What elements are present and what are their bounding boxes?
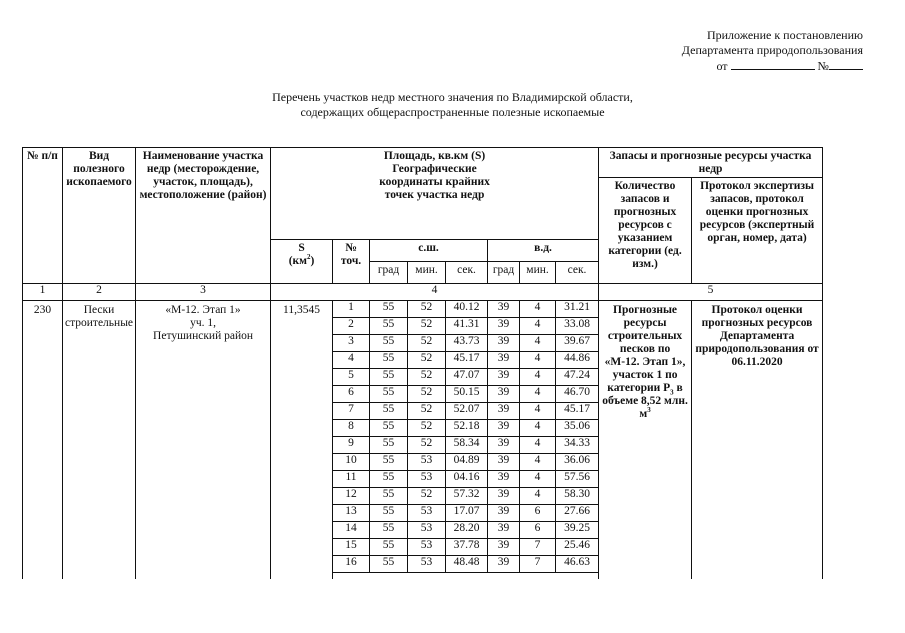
document-title: [0, 90, 905, 120]
header-s-unit-sup: 2: [307, 253, 311, 262]
row-site-name-line-2: уч. 1,: [190, 317, 216, 329]
row-site-name-line-3: Петушинский район: [153, 330, 254, 342]
header-longitude: в.д.: [488, 240, 599, 262]
header-lat-sec: сек.: [446, 262, 488, 284]
point-4-lat-min: 52: [408, 352, 446, 369]
point-11-lat-min: 53: [408, 471, 446, 488]
point-5-number: 5: [333, 369, 370, 386]
point-5-lat-deg: 55: [370, 369, 408, 386]
point-4-lon-min: 4: [520, 352, 556, 369]
point-13-lon-min: 6: [520, 505, 556, 522]
point-2-lon-min: 4: [520, 318, 556, 335]
point-4-lat-deg: 55: [370, 352, 408, 369]
point-7-number: 7: [333, 403, 370, 420]
point-10-number: 10: [333, 454, 370, 471]
point-7-lat-sec: 52.07: [446, 403, 488, 420]
document-title-line-2: содержащих общераспространенные полезные ископаемые: [300, 105, 605, 119]
point-6-number: 6: [333, 386, 370, 403]
deposits-table: [22, 147, 823, 579]
point-11-lon-min: 4: [520, 471, 556, 488]
row-site-name-line-1: «М-12. Этап 1»: [165, 304, 241, 316]
appendix-line-2: Департамента природопользования: [681, 43, 863, 57]
point-12-lat-min: 52: [408, 488, 446, 505]
point-7-lat-deg: 55: [370, 403, 408, 420]
point-6-lat-min: 52: [408, 386, 446, 403]
point-3-lat-min: 52: [408, 335, 446, 352]
point-16-lon-sec: 46.63: [556, 556, 599, 573]
point-7-lon-min: 4: [520, 403, 556, 420]
point-2-lat-sec: 41.31: [446, 318, 488, 335]
column-number-1: 1: [23, 284, 63, 301]
point-10-lat-sec: 04.89: [446, 454, 488, 471]
point-13-lon-deg: 39: [488, 505, 520, 522]
point-12-number: 12: [333, 488, 370, 505]
date-blank-line: [731, 58, 815, 70]
point-16-lat-min: 53: [408, 556, 446, 573]
point-4-number: 4: [333, 352, 370, 369]
point-9-lat-deg: 55: [370, 437, 408, 454]
point-12-lon-deg: 39: [488, 488, 520, 505]
appendix-line-1: Приложение к постановлению: [706, 28, 863, 42]
point-1-lon-deg: 39: [488, 301, 520, 318]
point-3-lat-sec: 43.73: [446, 335, 488, 352]
point-3-lon-sec: 39.67: [556, 335, 599, 352]
point-5-lon-sec: 47.24: [556, 369, 599, 386]
point-11-lat-deg: 55: [370, 471, 408, 488]
row-protocol: Протокол оценки прогнозных ресурсов Департамента природопользования от 06.11.2020: [692, 301, 823, 579]
row-quantity-text-2: в объеме 8,52 млн. м: [602, 382, 688, 420]
point-9-lon-min: 4: [520, 437, 556, 454]
point-3-lat-deg: 55: [370, 335, 408, 352]
point-10-lon-deg: 39: [488, 454, 520, 471]
column-number-4: 4: [271, 284, 599, 301]
point-8-lat-deg: 55: [370, 420, 408, 437]
point-14-lat-min: 53: [408, 522, 446, 539]
row-quantity-text: Прогнозные ресурсы строительных песков по «М-12. Этап 1», участок 1 по категории Р: [604, 304, 686, 394]
point-13-lat-sec: 17.07: [446, 505, 488, 522]
header-lat-min: мин.: [408, 262, 446, 284]
point-16-lon-deg: 39: [488, 556, 520, 573]
column-number-3: 3: [136, 284, 271, 301]
point-4-lon-sec: 44.86: [556, 352, 599, 369]
point-6-lon-deg: 39: [488, 386, 520, 403]
appendix-from-label: от: [716, 59, 728, 73]
point-13-lat-min: 53: [408, 505, 446, 522]
point-9-number: 9: [333, 437, 370, 454]
row-quantity-category-sub: 3: [670, 388, 674, 397]
point-1-number: 1: [333, 301, 370, 318]
point-10-lat-deg: 55: [370, 454, 408, 471]
point-7-lat-min: 52: [408, 403, 446, 420]
point-15-lon-deg: 39: [488, 539, 520, 556]
point-1-lat-deg: 55: [370, 301, 408, 318]
point-14-lat-sec: 28.20: [446, 522, 488, 539]
header-s: [271, 240, 333, 284]
column-number-2: 2: [63, 284, 136, 301]
row-site-name: [136, 301, 271, 579]
point-11-number: 11: [333, 471, 370, 488]
row-number: 230: [23, 301, 63, 579]
point-9-lon-deg: 39: [488, 437, 520, 454]
point-15-lat-sec: 37.78: [446, 539, 488, 556]
point-11-lon-sec: 57.56: [556, 471, 599, 488]
point-13-lon-sec: 27.66: [556, 505, 599, 522]
point-2-lat-min: 52: [408, 318, 446, 335]
point-8-lat-sec: 52.18: [446, 420, 488, 437]
row-quantity: [599, 301, 692, 579]
point-6-lat-sec: 50.15: [446, 386, 488, 403]
point-3-lon-deg: 39: [488, 335, 520, 352]
point-10-lon-sec: 36.06: [556, 454, 599, 471]
point-8-number: 8: [333, 420, 370, 437]
point-3-number: 3: [333, 335, 370, 352]
point-15-lon-sec: 25.46: [556, 539, 599, 556]
point-1-lat-sec: 40.12: [446, 301, 488, 318]
header-area-coordinates: Площадь, кв.км (S) Географические координаты крайних точек участка недр: [271, 148, 599, 240]
point-9-lat-min: 52: [408, 437, 446, 454]
point-14-lat-deg: 55: [370, 522, 408, 539]
point-14-number: 14: [333, 522, 370, 539]
point-15-number: 15: [333, 539, 370, 556]
header-reserves: Запасы и прогнозные ресурсы участка недр: [599, 148, 823, 178]
point-14-lon-min: 6: [520, 522, 556, 539]
point-5-lon-deg: 39: [488, 369, 520, 386]
appendix-header: [643, 28, 863, 74]
point-2-lon-deg: 39: [488, 318, 520, 335]
header-s-unit-end: ): [310, 255, 315, 267]
appendix-number-label: №: [817, 59, 829, 73]
header-name: Наименование участка недр (месторождение, участок, площадь), местоположение (район): [136, 148, 271, 284]
point-5-lat-min: 52: [408, 369, 446, 386]
point-6-lon-sec: 46.70: [556, 386, 599, 403]
point-16-lat-deg: 55: [370, 556, 408, 573]
header-lon-deg: град: [488, 262, 520, 284]
point-16-lon-min: 7: [520, 556, 556, 573]
point-12-lat-sec: 57.32: [446, 488, 488, 505]
point-7-lon-sec: 45.17: [556, 403, 599, 420]
point-12-lon-min: 4: [520, 488, 556, 505]
column-number-5: 5: [599, 284, 823, 301]
header-s-unit: [289, 255, 315, 267]
point-9-lat-sec: 58.34: [446, 437, 488, 454]
header-latitude: с.ш.: [370, 240, 488, 262]
point-8-lon-min: 4: [520, 420, 556, 437]
point-2-lon-sec: 33.08: [556, 318, 599, 335]
point-1-lon-sec: 31.21: [556, 301, 599, 318]
header-mineral: Вид полезного ископаемого: [63, 148, 136, 284]
header-lat-deg: град: [370, 262, 408, 284]
point-16-number: 16: [333, 556, 370, 573]
document-title-line-1: Перечень участков недр местного значения по Владимирской области,: [272, 90, 633, 104]
header-s-unit-base: (км: [288, 255, 307, 267]
table-row: [23, 301, 823, 318]
point-10-lat-min: 53: [408, 454, 446, 471]
point-14-lon-sec: 39.25: [556, 522, 599, 539]
point-14-lon-deg: 39: [488, 522, 520, 539]
continuation-cell: [333, 573, 599, 579]
point-8-lon-sec: 35.06: [556, 420, 599, 437]
point-12-lon-sec: 58.30: [556, 488, 599, 505]
point-2-number: 2: [333, 318, 370, 335]
point-12-lat-deg: 55: [370, 488, 408, 505]
point-5-lon-min: 4: [520, 369, 556, 386]
number-blank-line: [829, 58, 863, 70]
point-16-lat-sec: 48.48: [446, 556, 488, 573]
point-11-lon-deg: 39: [488, 471, 520, 488]
point-15-lat-min: 53: [408, 539, 446, 556]
point-5-lat-sec: 47.07: [446, 369, 488, 386]
header-s-label: S: [298, 242, 305, 254]
point-8-lon-deg: 39: [488, 420, 520, 437]
point-3-lon-min: 4: [520, 335, 556, 352]
header-lon-sec: сек.: [556, 262, 599, 284]
point-11-lat-sec: 04.16: [446, 471, 488, 488]
header-protocol: Протокол экспертизы запасов, протокол оценки прогнозных ресурсов (экспертный орган, номер, дата): [692, 178, 823, 284]
point-6-lon-min: 4: [520, 386, 556, 403]
point-13-number: 13: [333, 505, 370, 522]
point-9-lon-sec: 34.33: [556, 437, 599, 454]
header-quantity: Количество запасов и прогнозных ресурсов с указанием категории (ед. изм.): [599, 178, 692, 284]
point-13-lat-deg: 55: [370, 505, 408, 522]
row-area: 11,3545: [271, 301, 333, 579]
header-point: № точ.: [333, 240, 370, 284]
point-10-lon-min: 4: [520, 454, 556, 471]
point-8-lat-min: 52: [408, 420, 446, 437]
row-quantity-unit-sup: 3: [647, 406, 651, 415]
point-4-lat-sec: 45.17: [446, 352, 488, 369]
row-mineral: Пески строительные: [63, 301, 136, 579]
point-1-lat-min: 52: [408, 301, 446, 318]
point-4-lon-deg: 39: [488, 352, 520, 369]
point-15-lat-deg: 55: [370, 539, 408, 556]
point-6-lat-deg: 55: [370, 386, 408, 403]
point-15-lon-min: 7: [520, 539, 556, 556]
header-num: № п/п: [23, 148, 63, 284]
point-1-lon-min: 4: [520, 301, 556, 318]
appendix-date-number-line: [643, 58, 863, 74]
point-7-lon-deg: 39: [488, 403, 520, 420]
header-lon-min: мин.: [520, 262, 556, 284]
point-2-lat-deg: 55: [370, 318, 408, 335]
